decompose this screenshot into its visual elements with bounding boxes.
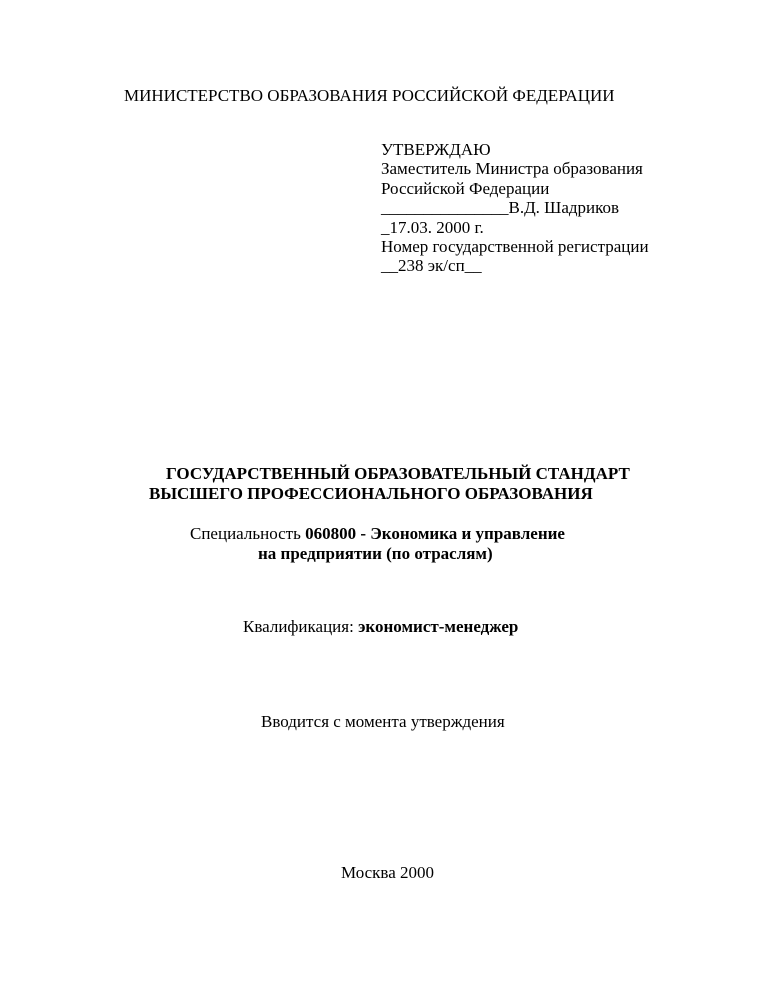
- approval-date: _17.03. 2000 г.: [381, 217, 484, 237]
- qualification-value: экономист-менеджер: [358, 617, 519, 636]
- standard-title-line1: ГОСУДАРСТВЕННЫЙ ОБРАЗОВАТЕЛЬНЫЙ СТАНДАРТ: [166, 464, 630, 483]
- signature-line: _______________В.Д. Шадриков: [381, 198, 620, 218]
- approval-heading: УТВЕРЖДАЮ: [381, 140, 491, 159]
- specialty-name-continuation: на предприятии (по отраслям): [258, 544, 493, 563]
- registration-number: __238 эк/сп__: [381, 256, 482, 276]
- approver-position-line1: Заместитель Министра образования: [381, 159, 643, 179]
- ministry-header: МИНИСТЕРСТВО ОБРАЗОВАНИЯ РОССИЙСКОЙ ФЕДЕРАЦИИ: [124, 86, 615, 105]
- registration-label: Номер государственной регистрации: [381, 237, 649, 257]
- standard-title-line2: ВЫСШЕГО ПРОФЕССИОНАЛЬНОГО ОБРАЗОВАНИЯ: [149, 484, 593, 503]
- qualification-line: [243, 617, 518, 636]
- approver-position-line2: Российской Федерации: [381, 178, 550, 198]
- specialty-line2: [258, 544, 493, 563]
- city-year: Москва 2000: [341, 863, 435, 882]
- qualification-label: Квалификация:: [243, 617, 359, 636]
- specialty-label: Специальность: [190, 524, 306, 543]
- approval-block: [381, 140, 649, 276]
- effective-date-note: Вводится с момента утверждения: [261, 712, 505, 731]
- specialty-line1: [190, 524, 565, 543]
- specialty-code-name: 060800 - Экономика и управление: [305, 524, 565, 543]
